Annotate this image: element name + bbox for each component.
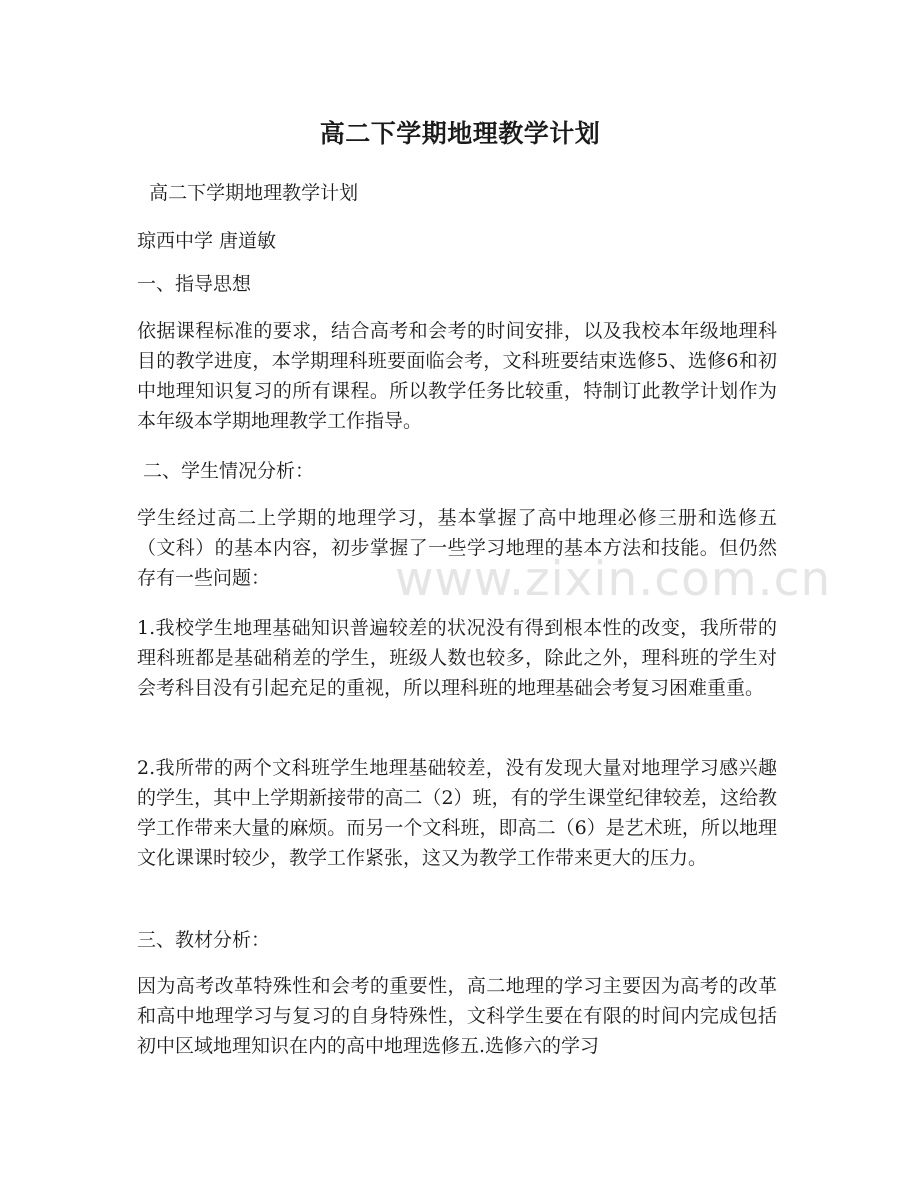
author-line: 琼西中学 唐道敏 [137, 230, 277, 252]
list-item-1: 1.我校学生地理基础知识普遍较差的状况没有得到根本性的改变，我所带的理科班都是基础稍差的学生，班级人数也较多，除此之外，理科班的学生对会考科目没有引起充足的重视，所以理科班的地理基础会考复习困难重重。 [137, 617, 777, 699]
document-title: 高二下学期地理教学计划 [319, 119, 601, 148]
document-subtitle: 高二下学期地理教学计划 [137, 182, 359, 204]
section-heading-1: 一、指导思想 [137, 273, 252, 295]
watermark: www.zixin.com.cn [395, 552, 832, 607]
section-body-1: 依据课程标准的要求，结合高考和会考的时间安排，以及我校本年级地理科目的教学进度，本学期理科班要面临会考，文科班要结束选修5、选修6和初中地理知识复习的所有课程。所以教学任务比较重，特制订此教学计划作为本年级本学期地理教学工作指导。 [137, 320, 777, 432]
section-body-3: 因为高考改革特殊性和会考的重要性，高二地理的学习主要因为高考的改革和高中地理学习与复习的自身特殊性，文科学生要在有限的时间内完成包括初中区域地理知识在内的高中地理选修五.选修六的学习 [137, 975, 777, 1057]
section-heading-3: 三、教材分析： [137, 929, 271, 951]
section-heading-2: 二、学生情况分析： [137, 460, 315, 482]
list-item-2: 2.我所带的两个文科班学生地理基础较差，没有发现大量对地理学习感兴趣的学生，其中上学期新接带的高二（2）班，有的学生课堂纪律较差，这给教学工作带来大量的麻烦。而另一个文科班，即高二（6）是艺术班，所以地理文化课课时较少，教学工作紧张，这又为教学工作带来更大的压力。 [137, 757, 777, 869]
section-body-2: 学生经过高二上学期的地理学习，基本掌握了高中地理必修三册和选修五（文科）的基本内容，初步掌握了一些学习地理的基本方法和技能。但仍然存有一些问题： [137, 507, 777, 589]
